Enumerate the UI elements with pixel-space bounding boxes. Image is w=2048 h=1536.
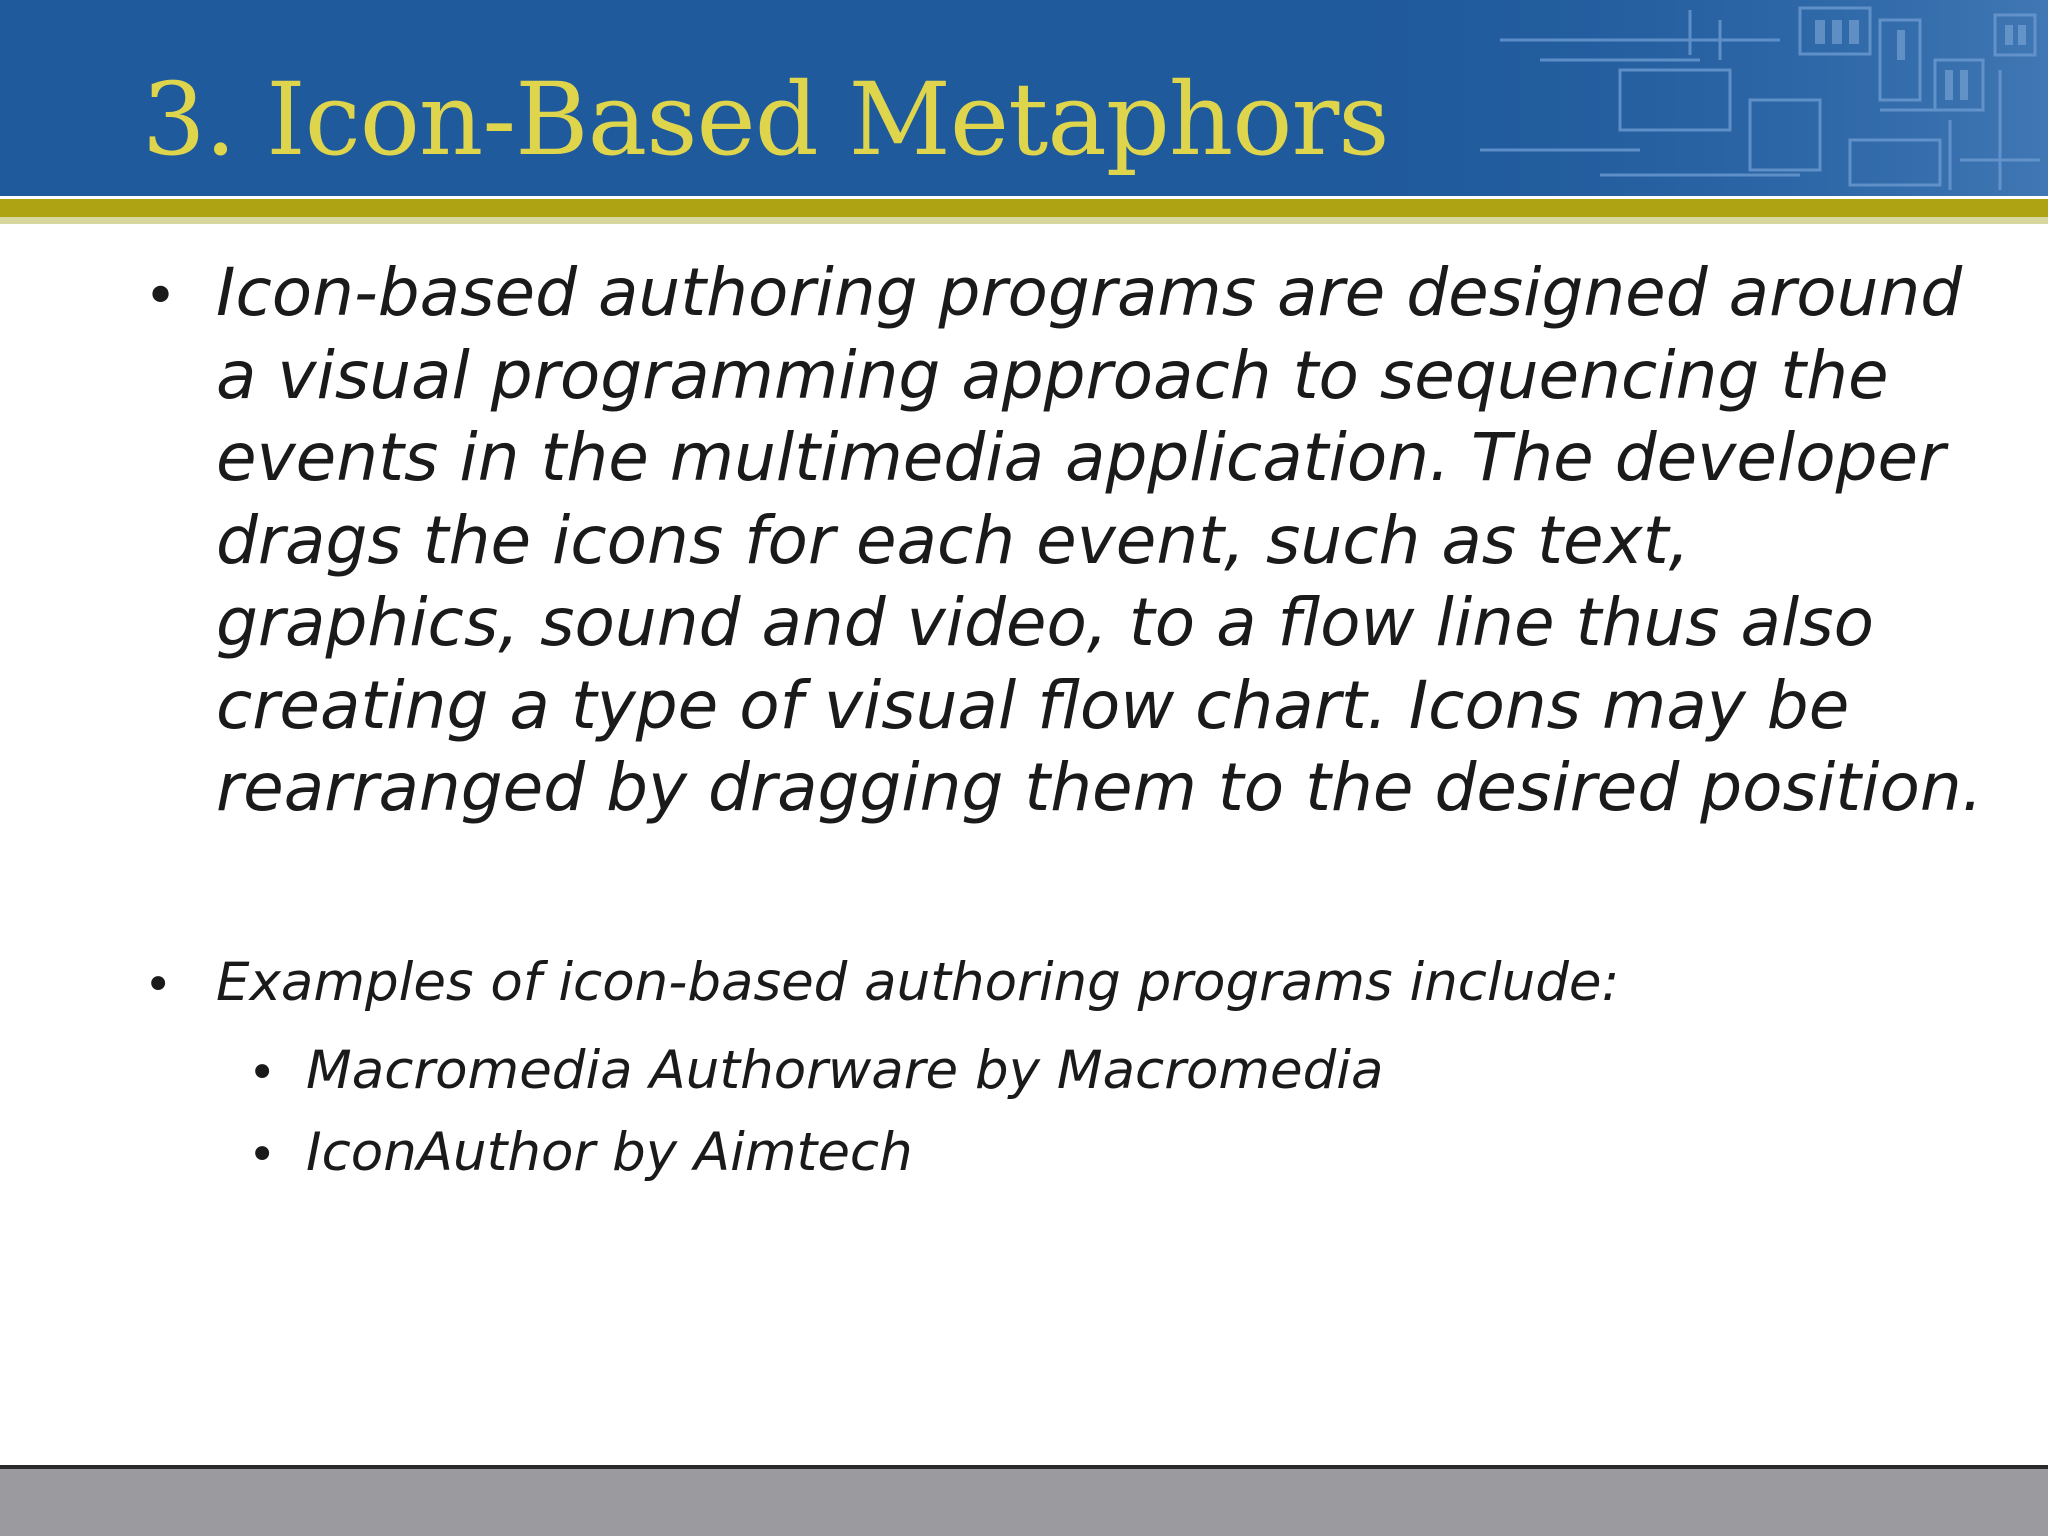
title-divider-olive bbox=[0, 199, 2048, 217]
sub-bullet-list bbox=[140, 1030, 1990, 1194]
footer-bar bbox=[0, 1469, 2048, 1536]
sub-bullet-marker: • bbox=[248, 1126, 277, 1183]
sub-bullet-marker: • bbox=[248, 1044, 277, 1101]
title-divider-light bbox=[0, 217, 2048, 224]
bullet-item bbox=[140, 252, 1990, 830]
bullet-item bbox=[140, 948, 1990, 1018]
slide-body bbox=[140, 252, 1990, 1194]
sub-bullet-text: Macromedia Authorware by Macromedia bbox=[306, 1039, 1384, 1101]
sub-bullet-item bbox=[140, 1112, 1990, 1194]
bullet-text: Icon-based authoring programs are designed around a visual programming approach to sequencing the events in the multimedia application. The developer drags the icons for each event, such as text, graphics, sound and video, to a flow line thus also creating a type of visual flow chart. Icons may be rearranged by dragging them to the desired position. bbox=[216, 254, 1983, 826]
bullet-text: Examples of icon-based authoring programs include: bbox=[216, 951, 1620, 1013]
title-banner bbox=[0, 0, 2048, 196]
bullet-marker: • bbox=[144, 264, 178, 329]
sub-bullet-item bbox=[140, 1030, 1990, 1112]
slide-title: 3. Icon-Based Metaphors bbox=[142, 61, 1389, 178]
sub-bullet-text: IconAuthor by Aimtech bbox=[306, 1121, 913, 1183]
bullet-marker: • bbox=[144, 956, 173, 1013]
